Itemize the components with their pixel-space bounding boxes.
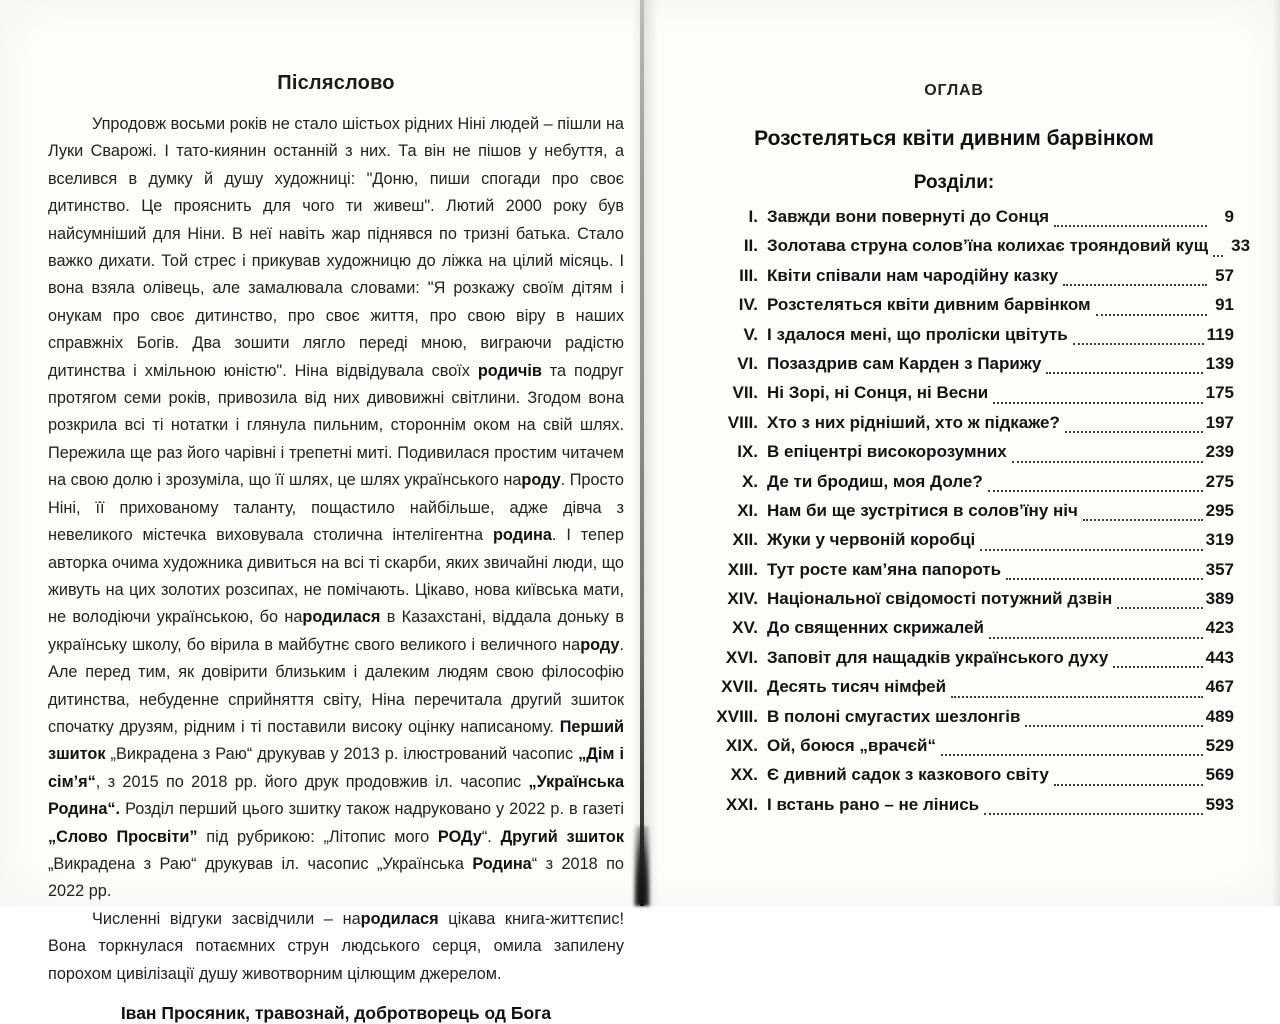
toc-chapter-title: Національної свідомості потужний дзвін (767, 589, 1113, 609)
toc-chapter-title: Квіти співали нам чародійну казку (767, 265, 1059, 285)
text-segment: „Викрадена з Раю“ друкував у 2013 р. ілюстрований часопис (105, 745, 579, 764)
toc-dot-leader (1046, 372, 1202, 374)
toc-row (694, 383, 1234, 412)
toc-page-number: 275 (1205, 471, 1234, 491)
text-segment: родина (492, 526, 552, 545)
toc-page-number: 593 (1205, 794, 1234, 814)
text-segment: та подруг протягом семи років, привозила від них дивовижні світлини. Згодом вона розкрила всі ті нотатки і глянула пильним, стороннім оком на свій шлях. Пережила ще раз його чарівні і трепетні миті. Подивилася простим читачем на свою долю і зрозуміла, що її шлях, це шлях українського на (48, 361, 624, 490)
toc-page-number: 239 (1205, 442, 1234, 462)
toc-chapter-numeral: XIV. (727, 589, 758, 609)
left-page (48, 72, 624, 1024)
toc-dot-leader (1096, 314, 1207, 316)
toc-chapter-title: І здалося мені, що проліски цвітуть (767, 324, 1068, 344)
text-segment: „Дім і сім’я“ (48, 745, 624, 791)
text-segment: роду (521, 471, 561, 490)
toc-chapter-title: Ні Зорі, ні Сонця, ні Весни (767, 383, 989, 403)
toc-dot-leader (1054, 225, 1207, 227)
toc-dot-leader (988, 490, 1203, 492)
toc-chapter-title: Завжди вони повернуті до Сонця (767, 207, 1050, 226)
toc-dot-leader (980, 549, 1202, 551)
toc-row (694, 795, 1234, 824)
toc-page-number: 197 (1205, 412, 1234, 432)
page-edge-shadow (1272, 0, 1280, 906)
toc-chapter-numeral: XVI. (725, 647, 758, 667)
toc-chapter-title: В полоні смугастих шезлонгів (767, 706, 1021, 726)
toc-row (694, 765, 1234, 794)
toc-row (694, 295, 1234, 324)
text-segment: родичів (477, 361, 542, 380)
toc-row (694, 207, 1234, 236)
toc-dot-leader (1065, 431, 1203, 433)
toc-dot-leader (989, 637, 1203, 639)
toc-page-number: 139 (1205, 353, 1234, 373)
toc-chapter-title: Хто з них рідніший, хто ж підкаже? (767, 412, 1060, 432)
toc-dot-leader (1113, 666, 1202, 668)
toc-row (694, 325, 1234, 354)
toc-header: ОГЛАВ (924, 82, 984, 99)
toc-chapter-numeral: XX. (730, 765, 758, 785)
toc-row (694, 618, 1234, 647)
toc-chapter-title: Жуки у червоній коробці (767, 530, 976, 550)
toc-chapter-numeral: XIX. (725, 736, 758, 756)
toc-chapter-title: Золотава струна солов’їна колихає трояндовий кущ (767, 236, 1209, 256)
toc-list (652, 207, 1256, 824)
toc-page-number: 357 (1205, 559, 1234, 579)
toc-dot-leader (941, 754, 1203, 756)
toc-dot-leader (1054, 784, 1203, 786)
afterword-paragraph-2 (48, 906, 624, 988)
toc-page-number: 91 (1215, 295, 1234, 315)
toc-chapter-numeral: XXI. (725, 794, 758, 814)
text-segment: “ з 2018 по 2022 рр. (48, 854, 624, 901)
toc-row (694, 707, 1234, 736)
toc-page-number: 569 (1205, 765, 1234, 785)
toc-chapter-numeral: VI. (737, 353, 758, 373)
toc-chapter-numeral: X. (741, 471, 758, 491)
afterword-title: Післяслово (277, 72, 395, 94)
toc-dot-leader (984, 813, 1202, 815)
toc-chapter-numeral: II. (743, 236, 758, 256)
toc-page-number: 175 (1205, 383, 1234, 403)
toc-dot-leader (1083, 519, 1203, 521)
toc-sections-label: Розділи: (913, 172, 995, 193)
toc-row (694, 472, 1234, 501)
toc-page-number: 119 (1206, 324, 1234, 344)
text-segment: роду (580, 635, 620, 654)
toc-chapter-numeral: XIII. (727, 559, 758, 579)
toc-row (694, 648, 1234, 677)
text-segment: “. (481, 827, 501, 846)
toc-chapter-title: Нам би ще зустрітися в солов’їну ніч (767, 500, 1078, 520)
toc-chapter-title: Десять тисяч німфей (767, 677, 947, 697)
toc-dot-leader (1213, 255, 1223, 257)
toc-page-number: 9 (1224, 207, 1234, 226)
toc-dot-leader (993, 402, 1202, 404)
toc-book-title: Розстеляться квіти дивним барвінком (754, 127, 1154, 150)
gutter-bottom-shadow (634, 826, 650, 906)
toc-dot-leader (1025, 725, 1202, 727)
toc-row (694, 236, 1251, 265)
toc-page-number: 529 (1205, 736, 1234, 756)
toc-page-number: 467 (1205, 677, 1234, 697)
toc-chapter-numeral: I. (748, 207, 758, 226)
toc-chapter-numeral: XVIII. (716, 706, 758, 726)
toc-chapter-numeral: IV. (738, 295, 758, 315)
toc-chapter-title: В епіцентрі високорозумних (767, 442, 1007, 462)
text-segment: Другий зшиток (500, 827, 625, 846)
toc-chapter-numeral: XVII. (721, 677, 758, 697)
toc-chapter-numeral: V. (743, 324, 758, 344)
text-segment: цікава книга-життєпис! Вона торкнулася потаємних струн людського серця, омила запилену порохом цивілізації душу животворним цілющим джерелом. (48, 909, 624, 983)
text-segment: Упродовж восьми років не стало шістьох рідних Ніні людей – пішли на Луки Сварожі. І тато-киянин останній з них. Та він не пішов у небуття, а вселився в думку й душу художниці: "Доню, пиши спогади про своє дитинство. Це прояснить для чого ти живеш". Лютий 2000 року був найсумніший для Ніни. В неї навіть жар піднявся по тризні батька. Стало важко дихати. Той стрес і прикував художницю до ліжка на цілий місяць. І вона взяла олівець, але замалювала словами: "Я розкажу своїм дітям і онукам про своє дитинство, про своє життя, про свою віру в наших справжніх Богів. Два зошити лягло переді мною, виграючи радістю дитинства і хмільною юністю". Ніна відвідувала своїх (48, 115, 624, 380)
toc-chapter-numeral: VII. (732, 383, 758, 403)
toc-row (694, 736, 1234, 765)
toc-row (694, 530, 1234, 559)
toc-chapter-numeral: IX. (737, 442, 758, 462)
text-segment: в Казахстані, віддала доньку в українську школу, бо вірила в майбутнє свого великого і величного на (48, 608, 625, 654)
toc-chapter-numeral: VIII. (727, 412, 758, 432)
text-segment: „Українська Родина“. (48, 772, 624, 819)
toc-chapter-title: І встань рано – не лінись (767, 794, 980, 814)
right-page (652, 82, 1256, 824)
toc-row (694, 266, 1234, 295)
toc-page-number: 423 (1205, 618, 1234, 638)
toc-row (694, 677, 1234, 706)
afterword-paragraph-1 (48, 111, 624, 906)
toc-page-number: 33 (1231, 236, 1251, 256)
toc-page-number: 489 (1205, 706, 1234, 726)
text-segment: Численні відгуки засвідчили – на (92, 909, 361, 928)
toc-dot-leader (951, 696, 1203, 698)
toc-dot-leader (1117, 607, 1202, 609)
text-segment: „Слово Просвіти” (48, 827, 198, 846)
toc-chapter-title: Розстеляться квіти дивним барвінком (767, 295, 1091, 315)
toc-row (694, 442, 1234, 471)
text-segment: родилася (360, 909, 439, 928)
toc-chapter-title: До священних скрижалей (767, 618, 984, 638)
toc-dot-leader (1006, 578, 1203, 580)
toc-chapter-numeral: XV. (732, 618, 758, 638)
toc-row (694, 560, 1234, 589)
toc-page-number: 295 (1205, 500, 1234, 520)
toc-page-number: 57 (1215, 265, 1234, 285)
toc-chapter-numeral: XII. (732, 530, 758, 550)
text-segment: . Просто Ніні, її прихованому таланту, пощастило найбільше, адже дівча з невеликого містечка виховувала столична інтелігентна (48, 471, 624, 545)
text-segment: . Але перед тим, як довірити близьким і далеким людям свою філософію дитинства, небуденне сприйняття світу, Ніна перечитала другий зшиток спочатку друзям, рідним і ті поставили високу оцінку написаному. (48, 635, 624, 736)
toc-chapter-title: Де ти бродиш, моя Доле? (767, 471, 983, 491)
toc-chapter-title: Є дивний садок з казкового світу (767, 765, 1049, 785)
author-signature: Іван Просяник, травознай, добротворець од Бога (120, 1003, 552, 1023)
text-segment: „Викрадена з Раю“ друкував іл. часопис „Українська (48, 854, 473, 873)
text-segment: під рубрикою: „Літопис мого (197, 827, 438, 846)
text-segment: Розділ перший цього зшитку також надруковано у 2022 р. в газеті (120, 800, 624, 819)
toc-row (694, 589, 1234, 618)
toc-row (694, 354, 1234, 383)
toc-row (694, 413, 1234, 442)
text-segment: Перший зшиток (48, 717, 624, 764)
toc-row (694, 501, 1234, 530)
toc-page-number: 389 (1205, 589, 1234, 609)
toc-dot-leader (1073, 343, 1204, 345)
text-segment: РОДу (437, 827, 482, 846)
toc-page-number: 319 (1205, 530, 1234, 550)
toc-dot-leader (1012, 461, 1203, 463)
toc-chapter-title: Ой, боюся „врачєй“ (767, 736, 936, 756)
toc-chapter-title: Тут росте кам’яна папороть (767, 559, 1002, 579)
toc-chapter-title: Позаздрив сам Карден з Парижу (767, 353, 1042, 373)
toc-chapter-numeral: III. (739, 265, 758, 285)
text-segment: , з 2015 по 2018 рр. його друк продовжив іл. часопис (95, 772, 529, 791)
text-segment: Родина (472, 854, 532, 873)
toc-chapter-title: Заповіт для нащадків українського духу (767, 647, 1109, 667)
toc-chapter-numeral: XI. (737, 500, 758, 520)
toc-page-number: 443 (1205, 647, 1234, 667)
book-gutter-shadow (640, 0, 644, 906)
text-segment: . І тепер авторка очима художника дивиться на всі ті скарби, яких звичайні люди, що живуть на цих золотих розсипах, не помічають. Цікаво, нова київська мати, не володіючи українською, бо на (48, 526, 624, 627)
text-segment: родилася (302, 608, 381, 627)
toc-dot-leader (1063, 284, 1207, 286)
